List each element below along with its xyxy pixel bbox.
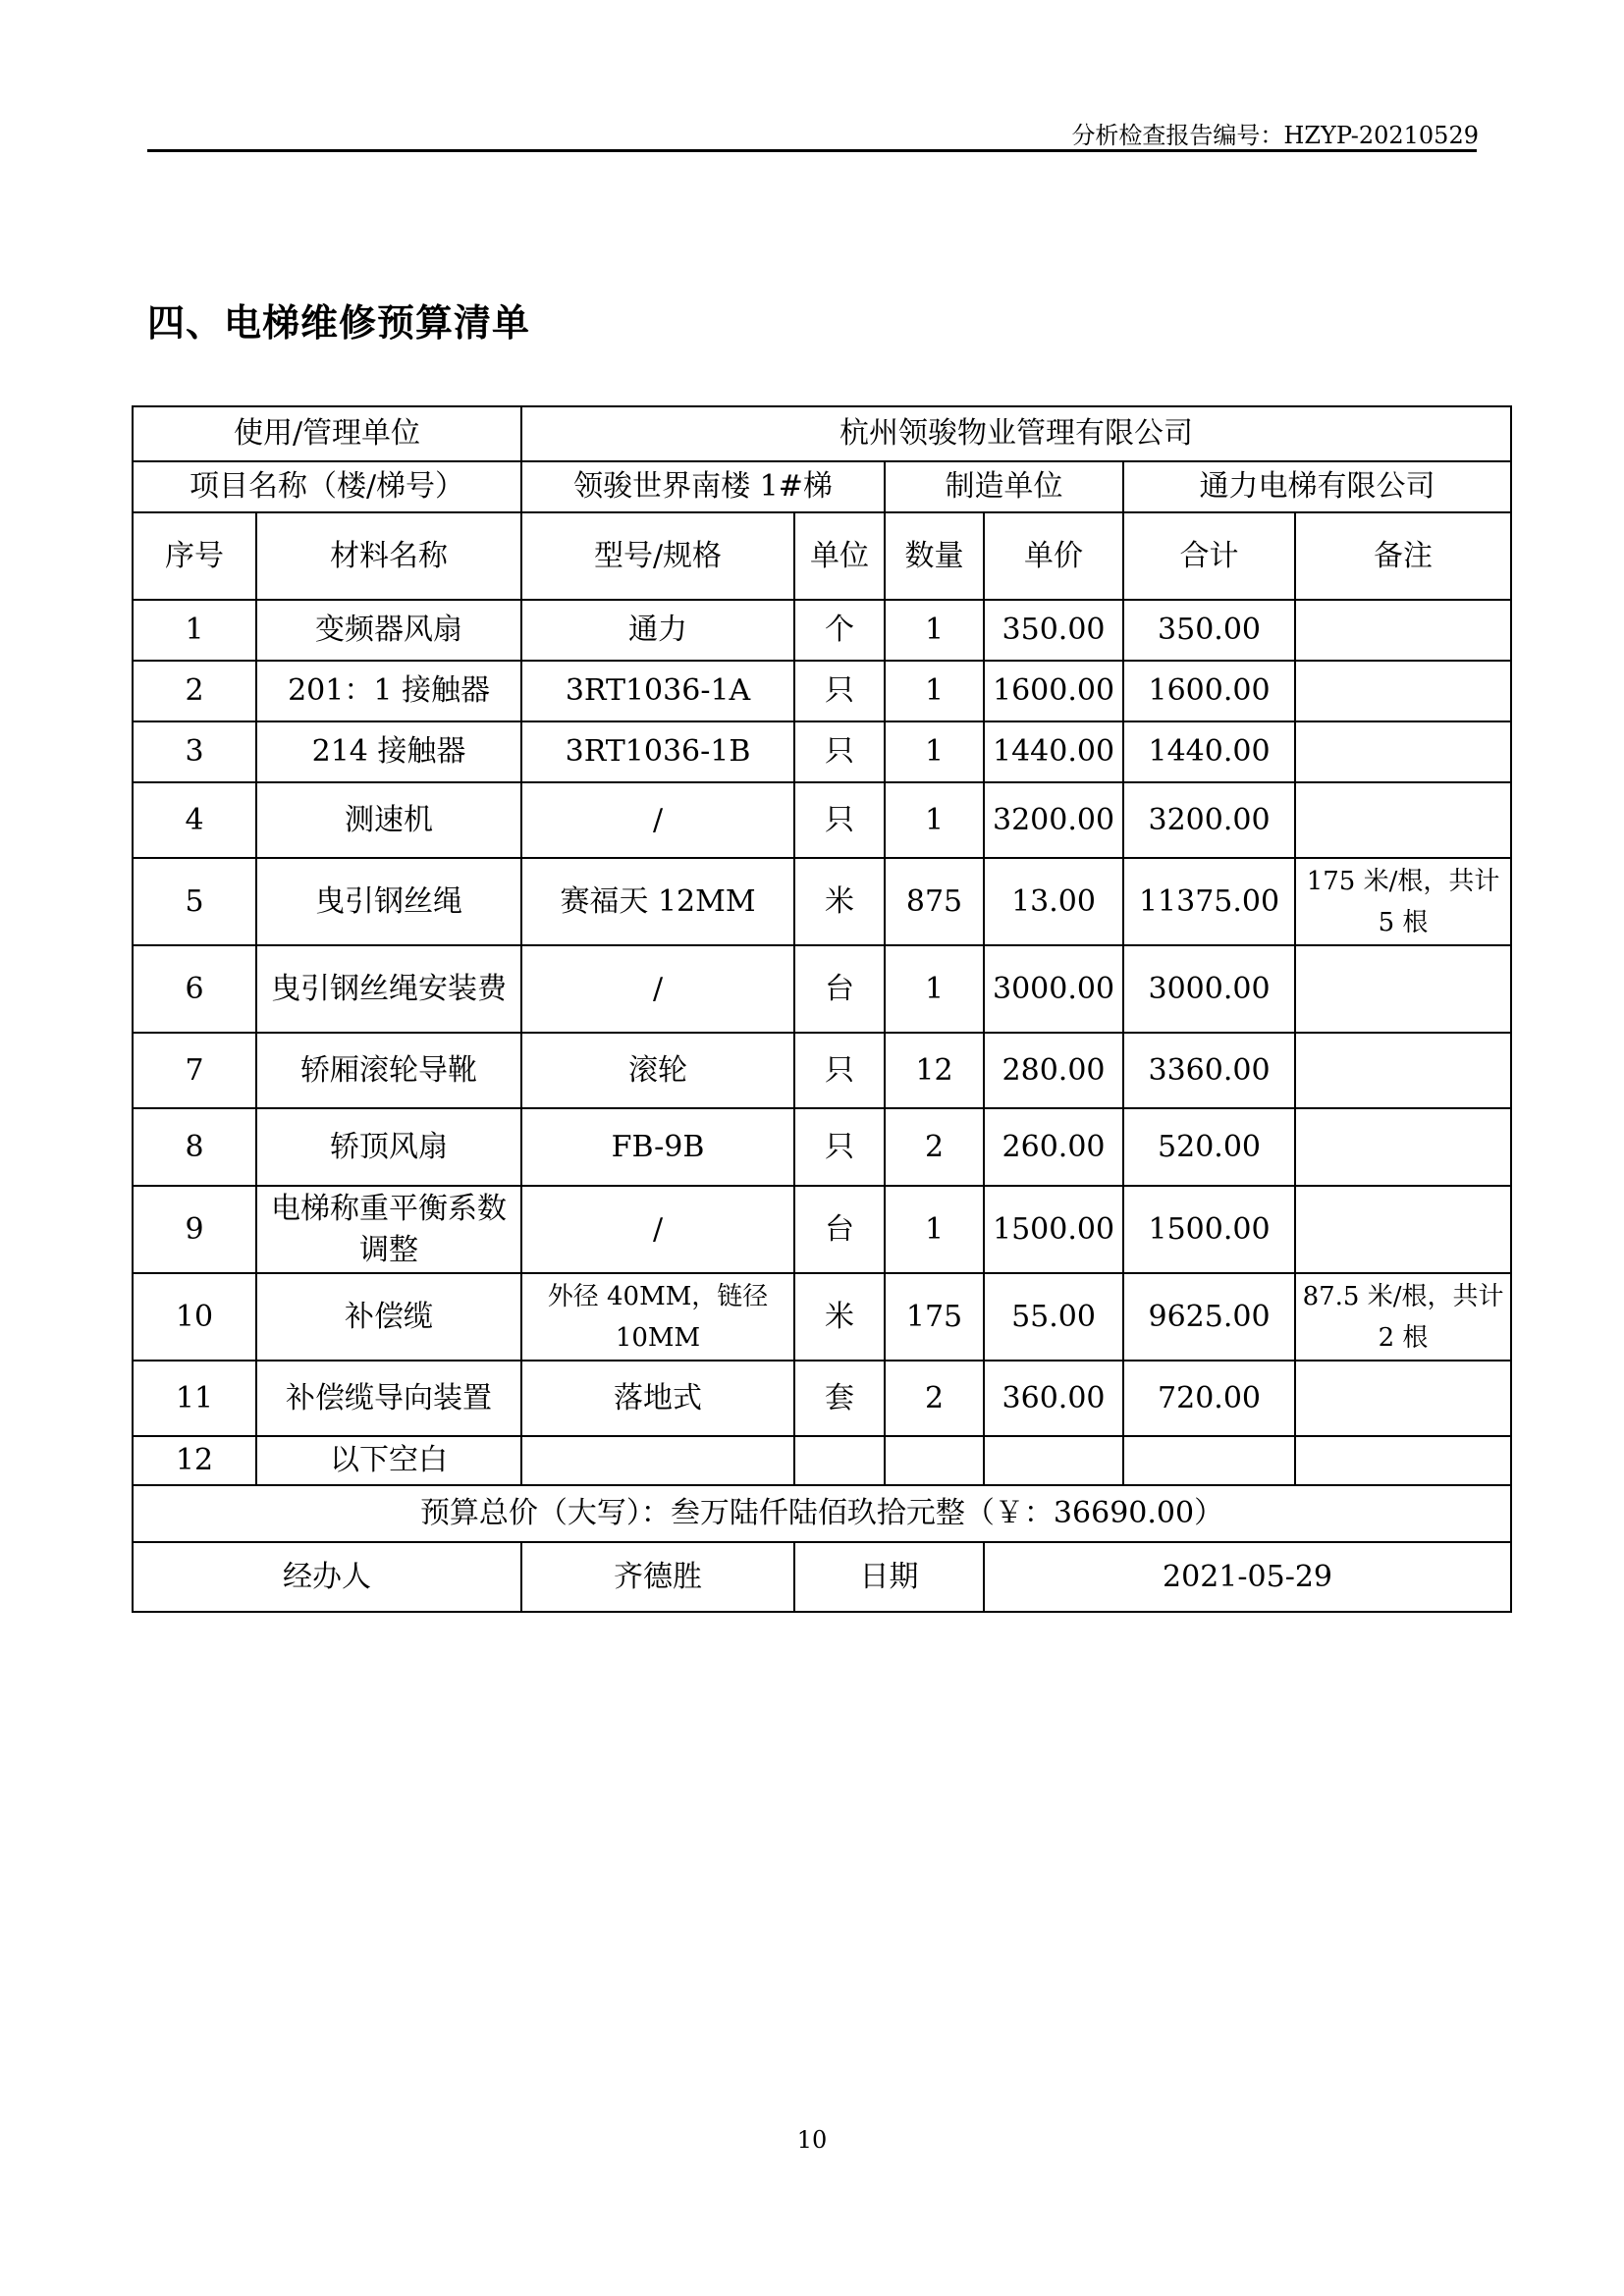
subtotal: 520.00	[1123, 1108, 1295, 1186]
quantity: 1	[885, 661, 984, 721]
header-divider	[147, 149, 1477, 152]
item-number: 7	[133, 1033, 256, 1108]
remark: 175 米/根，共计 5 根	[1295, 858, 1511, 945]
model-spec: 外径 40MM，链径 10MM	[521, 1273, 794, 1361]
report-number: 分析检查报告编号：HZYP-20210529	[1071, 122, 1479, 149]
model-spec: 3RT1036-1B	[521, 721, 794, 782]
remark	[1295, 1361, 1511, 1436]
quantity: 1	[885, 600, 984, 661]
unit-price: 280.00	[984, 1033, 1123, 1108]
item-number: 11	[133, 1361, 256, 1436]
model-spec: /	[521, 1186, 794, 1273]
unit-price: 3200.00	[984, 782, 1123, 858]
unit-price: 360.00	[984, 1361, 1123, 1436]
remark	[1295, 1436, 1511, 1485]
unit: 米	[794, 858, 885, 945]
table-row	[133, 1361, 1511, 1436]
quantity: 1	[885, 721, 984, 782]
material-name: 补偿缆	[256, 1273, 521, 1361]
item-number: 3	[133, 721, 256, 782]
unit: 只	[794, 721, 885, 782]
item-number: 12	[133, 1436, 256, 1485]
project-value: 领骏世界南楼 1#梯	[521, 461, 885, 512]
total-amount: 预算总价（大写）：叁万陆仟陆佰玖拾元整（￥：36690.00）	[133, 1485, 1511, 1542]
column-header: 数量	[885, 512, 984, 600]
column-header-row	[133, 512, 1511, 600]
table-row	[133, 782, 1511, 858]
unit-price: 260.00	[984, 1108, 1123, 1186]
section-title: 四、电梯维修预算清单	[147, 300, 531, 345]
model-spec: /	[521, 782, 794, 858]
column-header: 单价	[984, 512, 1123, 600]
material-name: 补偿缆导向装置	[256, 1361, 521, 1436]
column-header: 序号	[133, 512, 256, 600]
budget-table	[132, 405, 1512, 1613]
subtotal: 350.00	[1123, 600, 1295, 661]
item-number: 8	[133, 1108, 256, 1186]
model-spec: 赛福天 12MM	[521, 858, 794, 945]
quantity: 175	[885, 1273, 984, 1361]
model-spec: FB-9B	[521, 1108, 794, 1186]
unit-price: 3000.00	[984, 945, 1123, 1033]
unit-price: 13.00	[984, 858, 1123, 945]
remark	[1295, 1108, 1511, 1186]
table-row	[133, 945, 1511, 1033]
model-spec	[521, 1436, 794, 1485]
item-number: 9	[133, 1186, 256, 1273]
column-header: 备注	[1295, 512, 1511, 600]
table-row	[133, 600, 1511, 661]
remark	[1295, 1033, 1511, 1108]
subtotal: 11375.00	[1123, 858, 1295, 945]
handler-name: 齐德胜	[521, 1542, 794, 1612]
material-name: 测速机	[256, 782, 521, 858]
quantity: 1	[885, 945, 984, 1033]
unit-price	[984, 1436, 1123, 1485]
subtotal: 1600.00	[1123, 661, 1295, 721]
model-spec: 3RT1036-1A	[521, 661, 794, 721]
material-name: 曳引钢丝绳	[256, 858, 521, 945]
model-spec: 落地式	[521, 1361, 794, 1436]
quantity: 1	[885, 1186, 984, 1273]
user-row	[133, 406, 1511, 461]
table-row	[133, 721, 1511, 782]
remark	[1295, 782, 1511, 858]
subtotal: 3360.00	[1123, 1033, 1295, 1108]
remark	[1295, 661, 1511, 721]
quantity: 2	[885, 1108, 984, 1186]
unit: 米	[794, 1273, 885, 1361]
total-row	[133, 1485, 1511, 1542]
item-number: 5	[133, 858, 256, 945]
table-row	[133, 1033, 1511, 1108]
quantity: 875	[885, 858, 984, 945]
column-header: 合计	[1123, 512, 1295, 600]
unit	[794, 1436, 885, 1485]
table-row	[133, 661, 1511, 721]
quantity: 12	[885, 1033, 984, 1108]
item-number: 6	[133, 945, 256, 1033]
unit: 个	[794, 600, 885, 661]
unit: 只	[794, 1033, 885, 1108]
table-row	[133, 1436, 1511, 1485]
unit-price: 350.00	[984, 600, 1123, 661]
column-header: 型号/规格	[521, 512, 794, 600]
unit-price: 55.00	[984, 1273, 1123, 1361]
subtotal: 9625.00	[1123, 1273, 1295, 1361]
material-name: 变频器风扇	[256, 600, 521, 661]
page-number: 10	[796, 2126, 828, 2154]
user-value: 杭州领骏物业管理有限公司	[521, 406, 1511, 461]
unit: 只	[794, 661, 885, 721]
subtotal: 720.00	[1123, 1361, 1295, 1436]
summary-body	[133, 1485, 1511, 1612]
signature-row	[133, 1542, 1511, 1612]
material-name: 轿顶风扇	[256, 1108, 521, 1186]
unit: 套	[794, 1361, 885, 1436]
table-row	[133, 1108, 1511, 1186]
unit: 只	[794, 1108, 885, 1186]
project-label: 项目名称（楼/梯号）	[133, 461, 521, 512]
handler-label: 经办人	[133, 1542, 521, 1612]
subtotal: 1500.00	[1123, 1186, 1295, 1273]
quantity	[885, 1436, 984, 1485]
unit: 台	[794, 945, 885, 1033]
table-row	[133, 858, 1511, 945]
column-header: 单位	[794, 512, 885, 600]
item-number: 1	[133, 600, 256, 661]
remark: 87.5 米/根，共计 2 根	[1295, 1273, 1511, 1361]
material-name: 电梯称重平衡系数调整	[256, 1186, 521, 1273]
table-row	[133, 1186, 1511, 1273]
subtotal: 3000.00	[1123, 945, 1295, 1033]
table-row	[133, 1273, 1511, 1361]
material-name: 曳引钢丝绳安装费	[256, 945, 521, 1033]
unit: 台	[794, 1186, 885, 1273]
quantity: 2	[885, 1361, 984, 1436]
item-number: 4	[133, 782, 256, 858]
model-spec: 通力	[521, 600, 794, 661]
remark	[1295, 1186, 1511, 1273]
material-name: 214 接触器	[256, 721, 521, 782]
material-name: 201：1 接触器	[256, 661, 521, 721]
unit-price: 1500.00	[984, 1186, 1123, 1273]
material-name: 轿厢滚轮导靴	[256, 1033, 521, 1108]
budget-table-body	[133, 406, 1511, 600]
date-value: 2021-05-29	[984, 1542, 1511, 1612]
item-number: 2	[133, 661, 256, 721]
unit-price: 1440.00	[984, 721, 1123, 782]
remark	[1295, 600, 1511, 661]
column-header: 材料名称	[256, 512, 521, 600]
remark	[1295, 945, 1511, 1033]
quantity: 1	[885, 782, 984, 858]
user-label: 使用/管理单位	[133, 406, 521, 461]
maker-value: 通力电梯有限公司	[1123, 461, 1511, 512]
maker-label: 制造单位	[885, 461, 1123, 512]
date-label: 日期	[794, 1542, 984, 1612]
model-spec: 滚轮	[521, 1033, 794, 1108]
subtotal: 3200.00	[1123, 782, 1295, 858]
project-row	[133, 461, 1511, 512]
subtotal: 1440.00	[1123, 721, 1295, 782]
model-spec: /	[521, 945, 794, 1033]
unit-price: 1600.00	[984, 661, 1123, 721]
remark	[1295, 721, 1511, 782]
subtotal	[1123, 1436, 1295, 1485]
unit: 只	[794, 782, 885, 858]
item-rows	[133, 600, 1511, 1485]
material-name: 以下空白	[256, 1436, 521, 1485]
item-number: 10	[133, 1273, 256, 1361]
